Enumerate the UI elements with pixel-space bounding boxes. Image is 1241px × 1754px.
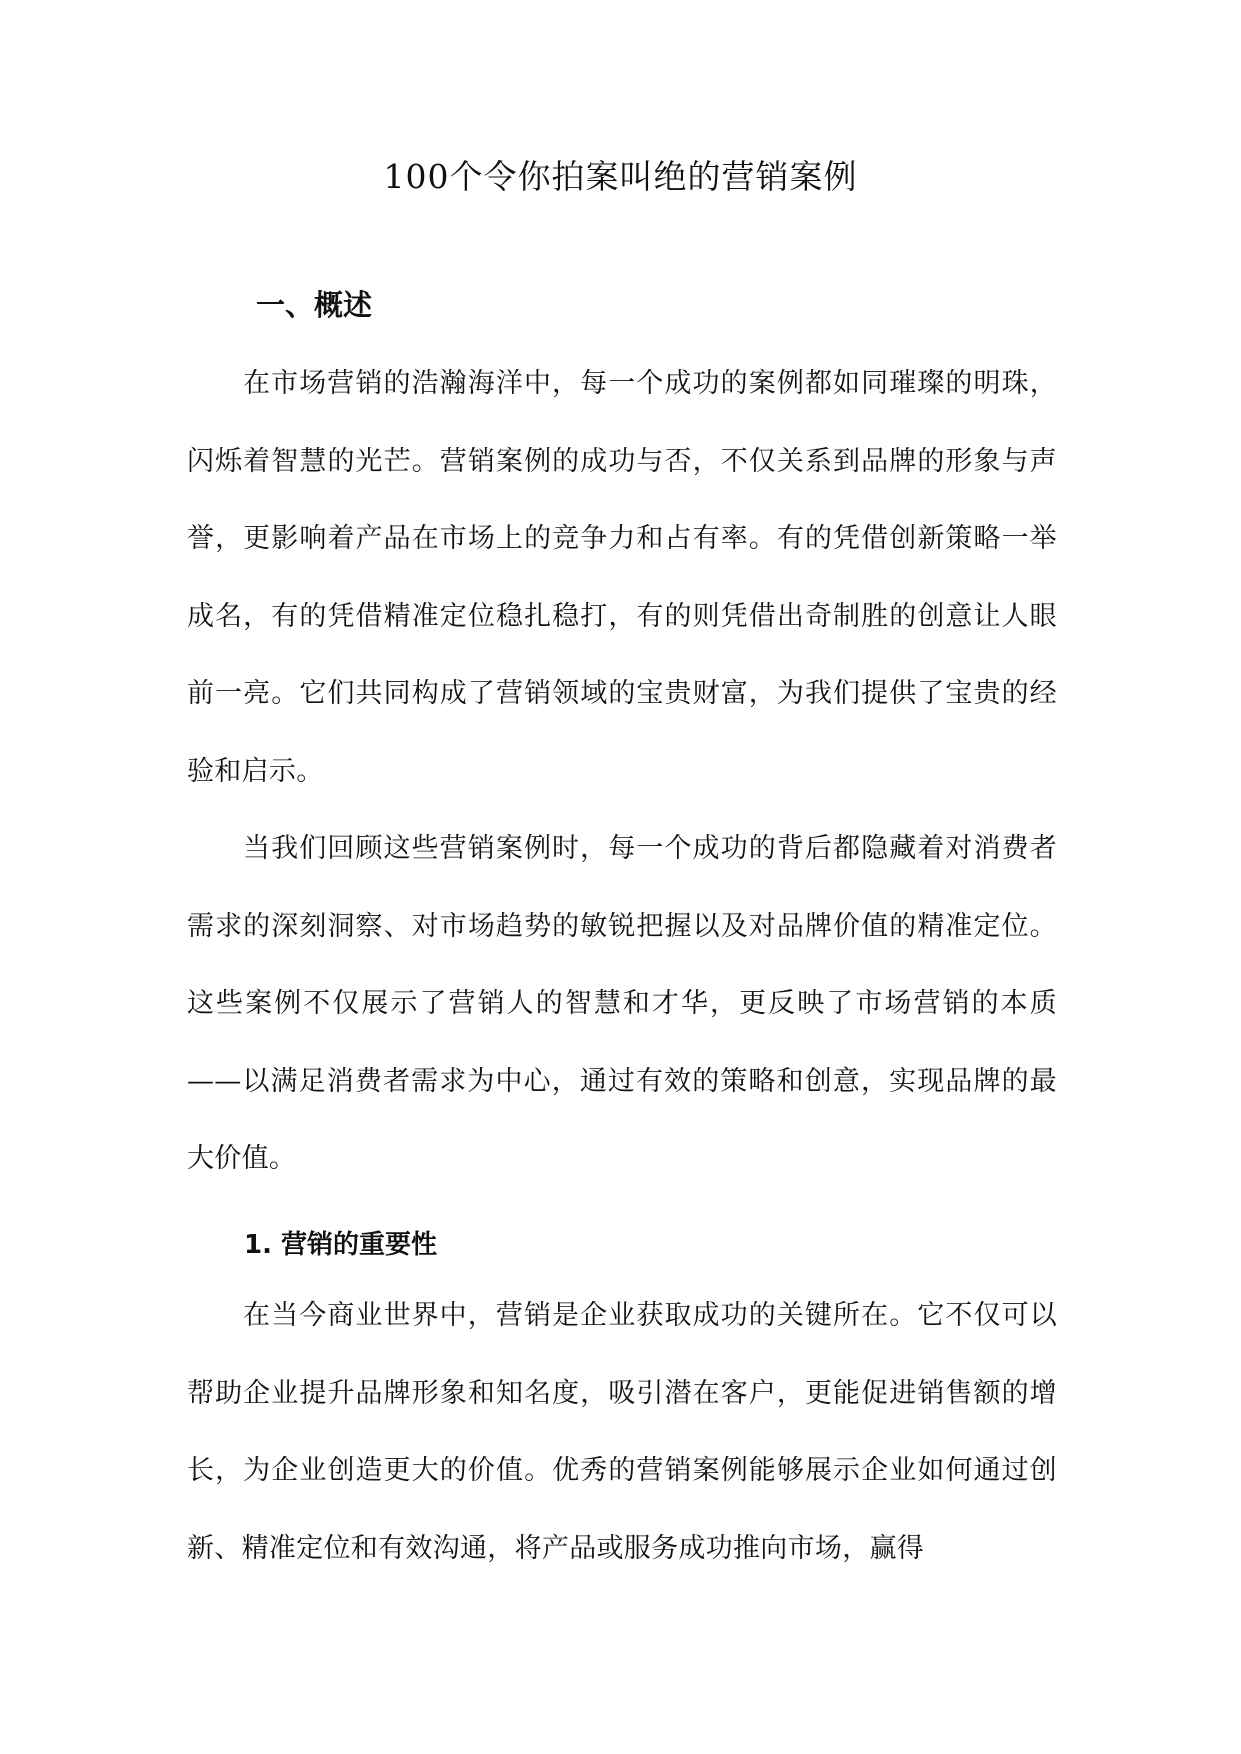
- document-title: 100个令你拍案叫绝的营销案例: [383, 157, 858, 196]
- section-heading-overview: 一、概述: [256, 288, 373, 322]
- subsection-heading-importance: 1. 营销的重要性: [244, 1230, 438, 1260]
- paragraph: 在市场营销的浩瀚海洋中，每一个成功的案例都如同璀璨的明珠，闪烁着智慧的光芒。营销案例的成功与否，不仅关系到品牌的形象与声誉，更影响着产品在市场上的竞争力和占有率。有的凭借创新策略一举成名，有的凭借精准定位稳扎稳打，有的则凭借出奇制胜的创意让人眼前一亮。它们共同构成了营销领域的宝贵财富，为我们提供了宝贵的经验和启示。: [187, 368, 1057, 787]
- paragraph: 在当今商业世界中，营销是企业获取成功的关键所在。它不仅可以帮助企业提升品牌形象和知名度，吸引潜在客户，更能促进销售额的增长，为企业创造更大的价值。优秀的营销案例能够展示企业如何通过创新、精准定位和有效沟通，将产品或服务成功推向市场，赢得: [187, 1300, 1057, 1564]
- paragraph: 当我们回顾这些营销案例时，每一个成功的背后都隐藏着对消费者需求的深刻洞察、对市场趋势的敏锐把握以及对品牌价值的精准定位。这些案例不仅展示了营销人的智慧和才华，更反映了市场营销的本质——以满足消费者需求为中心，通过有效的策略和创意，实现品牌的最大价值。: [187, 833, 1057, 1175]
